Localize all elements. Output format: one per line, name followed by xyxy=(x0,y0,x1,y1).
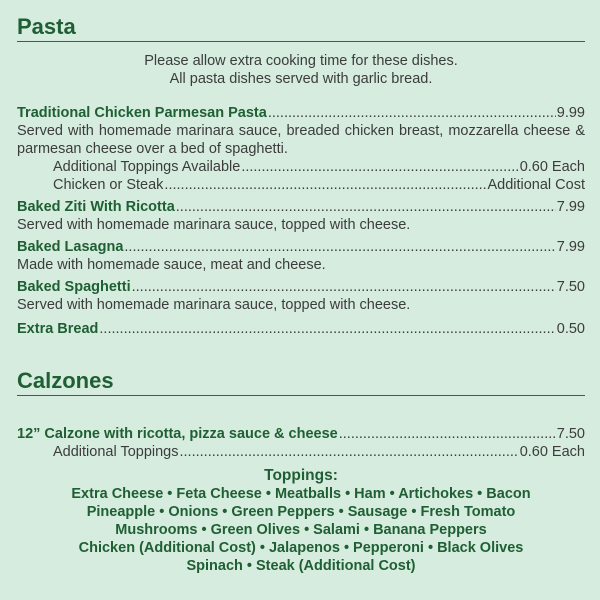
item-option-row xyxy=(17,443,585,461)
item-price: 7.50 xyxy=(556,279,585,295)
leader-dots xyxy=(241,158,518,176)
option-label: Chicken or Steak xyxy=(53,177,164,193)
toppings-line: Pineapple • Onions • Green Peppers • Sausage • Fresh Tomato xyxy=(86,504,516,520)
item-name: Extra Bread xyxy=(17,321,99,337)
item-name: 12” Calzone with ricotta, pizza sauce & cheese xyxy=(17,426,338,442)
pasta-title: Pasta xyxy=(17,14,76,39)
option-label: Additional Toppings Available xyxy=(53,159,241,175)
menu-item-row xyxy=(17,238,585,256)
pasta-notes xyxy=(17,52,585,88)
calzones-title: Calzones xyxy=(17,368,114,393)
leader-dots xyxy=(176,198,556,216)
pasta-note: All pasta dishes served with garlic bread. xyxy=(169,71,433,87)
menu-item xyxy=(17,278,585,314)
menu-item-row xyxy=(17,278,585,296)
menu-item-row xyxy=(17,320,585,338)
pasta-section xyxy=(17,14,585,338)
item-name: Baked Lasagna xyxy=(17,239,124,255)
option-label: Additional Toppings xyxy=(53,444,179,460)
toppings-list xyxy=(17,467,585,575)
option-price: 0.60 Each xyxy=(519,159,585,175)
item-description: Served with homemade marinara sauce, topped with cheese. xyxy=(17,297,411,313)
calzones-divider xyxy=(17,395,585,396)
item-option-row xyxy=(17,176,585,194)
item-name: Traditional Chicken Parmesan Pasta xyxy=(17,105,267,121)
pasta-divider xyxy=(17,41,585,42)
pasta-note: Please allow extra cooking time for these dishes. xyxy=(144,53,458,69)
toppings-line: Mushrooms • Green Olives • Salami • Banana Peppers xyxy=(115,522,487,538)
menu-item xyxy=(17,425,585,461)
item-price: 9.99 xyxy=(556,105,585,121)
item-name: Baked Ziti With Ricotta xyxy=(17,199,175,215)
item-price: 0.50 xyxy=(556,321,585,337)
toppings-line: Extra Cheese • Feta Cheese • Meatballs • Ham • Artichokes • Bacon xyxy=(71,486,531,502)
toppings-line: Chicken (Additional Cost) • Jalapenos • Pepperoni • Black Olives xyxy=(78,540,524,556)
pasta-items xyxy=(17,104,585,338)
menu-item-row xyxy=(17,425,585,443)
item-price: 7.50 xyxy=(556,426,585,442)
menu-item xyxy=(17,238,585,274)
leader-dots xyxy=(164,176,486,194)
menu-item xyxy=(17,104,585,194)
calzones-section xyxy=(17,368,585,575)
leader-dots xyxy=(132,278,556,296)
menu-item-row xyxy=(17,198,585,216)
toppings-title: Toppings: xyxy=(264,467,338,484)
leader-dots xyxy=(339,425,556,443)
option-price: 0.60 Each xyxy=(519,444,585,460)
item-price: 7.99 xyxy=(556,239,585,255)
item-option-row xyxy=(17,158,585,176)
leader-dots xyxy=(99,320,555,338)
item-price: 7.99 xyxy=(556,199,585,215)
menu-item xyxy=(17,198,585,234)
leader-dots xyxy=(180,443,519,461)
menu-item-row xyxy=(17,104,585,122)
toppings-line: Spinach • Steak (Additional Cost) xyxy=(186,558,416,574)
leader-dots xyxy=(124,238,555,256)
item-description: Served with homemade marinara sauce, breaded chicken breast, mozzarella cheese & parmesan cheese over a bed of spaghetti. xyxy=(17,123,585,157)
item-description: Served with homemade marinara sauce, topped with cheese. xyxy=(17,217,411,233)
item-description: Made with homemade sauce, meat and cheese. xyxy=(17,257,326,273)
leader-dots xyxy=(268,104,556,122)
menu-item xyxy=(17,320,585,338)
option-price: Additional Cost xyxy=(487,177,585,193)
item-name: Baked Spaghetti xyxy=(17,279,131,295)
